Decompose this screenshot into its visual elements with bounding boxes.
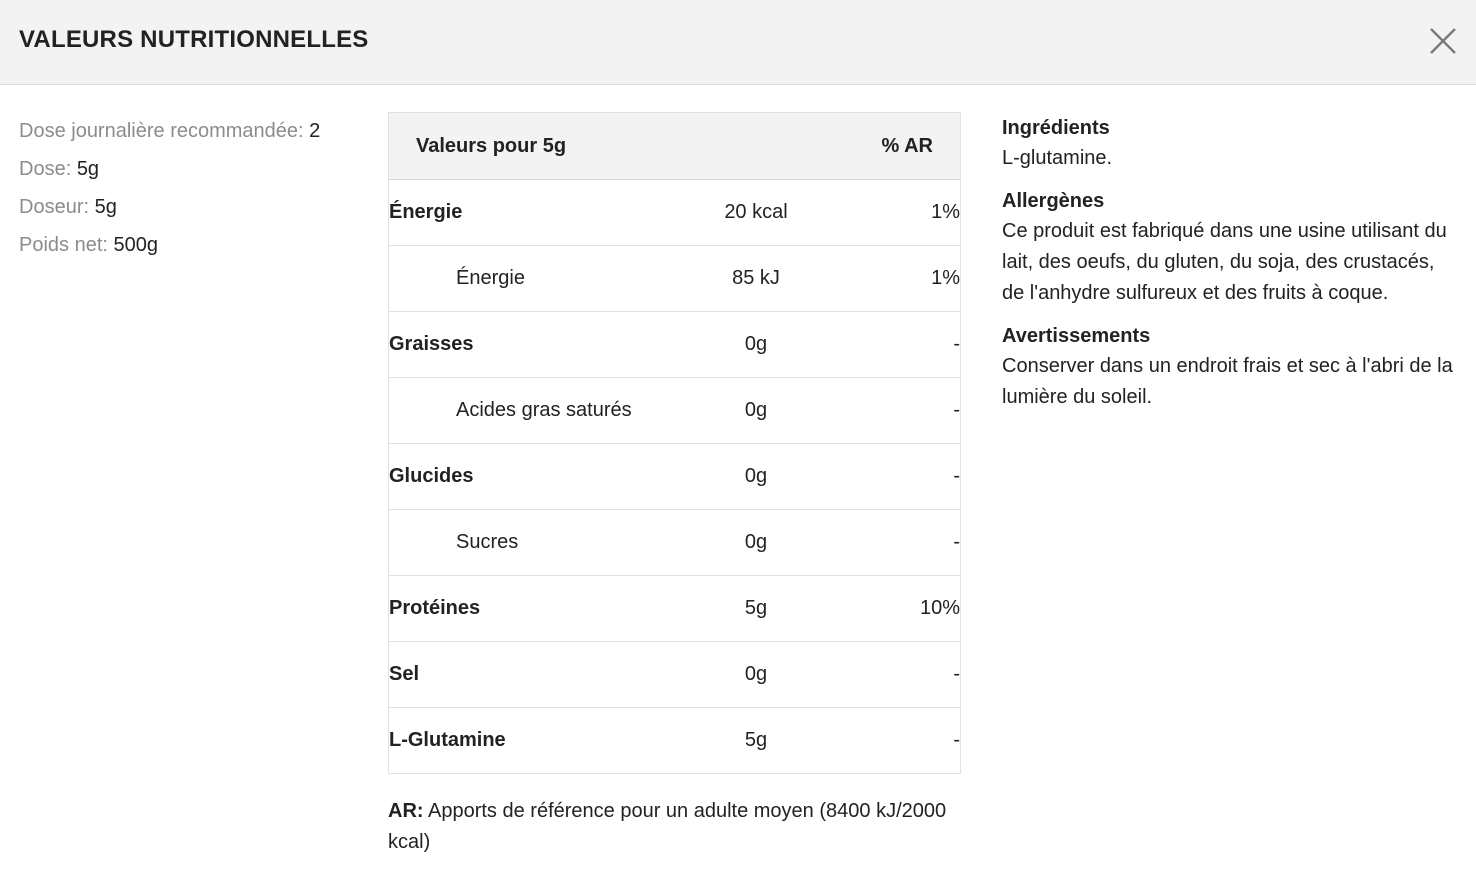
- footnote-text: Apports de référence pour un adulte moyen (8400 kJ/2000 kcal): [388, 800, 947, 853]
- nutrient-ar: -: [953, 531, 960, 553]
- product-meta: [19, 112, 359, 264]
- ingredients-text: L-glutamine.: [1002, 147, 1113, 169]
- nutrient-name: Sel: [389, 663, 420, 685]
- table-row: [389, 708, 961, 774]
- close-button[interactable]: [1420, 18, 1466, 64]
- table-header-label: Valeurs pour 5g: [416, 134, 567, 157]
- nutrient-ar: -: [953, 465, 960, 487]
- meta-label: Dose journalière recommandée:: [19, 120, 304, 142]
- meta-label: Dose:: [19, 158, 72, 180]
- close-icon: [1420, 18, 1466, 64]
- nutrient-ar: 1%: [931, 201, 960, 223]
- footnote-label: AR:: [388, 800, 424, 822]
- nutrient-name: Énergie: [389, 201, 463, 223]
- nutrient-ar: -: [953, 399, 960, 421]
- modal-title: VALEURS NUTRITIONNELLES: [19, 26, 369, 53]
- meta-value: 2: [309, 120, 321, 142]
- nutrient-value: 0g: [744, 531, 768, 553]
- meta-row-net-weight: [19, 226, 359, 264]
- table-row: [389, 576, 961, 642]
- ar-footnote: [388, 796, 948, 858]
- allergens-title: Allergènes: [1002, 190, 1105, 212]
- meta-label: Doseur:: [19, 196, 90, 218]
- meta-value: 5g: [94, 196, 117, 218]
- nutrient-name: Acides gras saturés: [456, 399, 632, 421]
- nutrition-table: [388, 112, 961, 774]
- nutrient-ar: 10%: [919, 597, 960, 619]
- meta-value: 5g: [76, 158, 100, 180]
- table-row: [389, 180, 961, 246]
- meta-row-scoop: [19, 188, 359, 226]
- table-row: [389, 378, 961, 444]
- allergens-section: [1002, 186, 1462, 309]
- ingredients-title: Ingrédients: [1002, 117, 1110, 139]
- nutrient-name: Graisses: [389, 333, 474, 355]
- nutrient-ar: -: [953, 663, 960, 685]
- meta-row-dose: [19, 150, 359, 188]
- table-row: [389, 246, 961, 312]
- nutrition-table-wrap: [388, 112, 961, 774]
- nutrient-ar: -: [953, 729, 960, 751]
- warnings-section: [1002, 321, 1462, 413]
- ingredients-section: [1002, 113, 1462, 174]
- meta-value: 500g: [113, 234, 159, 256]
- nutrient-ar: -: [953, 333, 960, 355]
- table-row: [389, 642, 961, 708]
- nutrient-value: 0g: [744, 663, 768, 685]
- warnings-title: Avertissements: [1002, 325, 1151, 347]
- nutrient-value: 85 kJ: [732, 267, 780, 289]
- meta-row-daily-dose: [19, 112, 359, 150]
- nutrient-name: Énergie: [456, 267, 525, 289]
- meta-label: Poids net:: [19, 234, 108, 256]
- nutrient-value: 5g: [744, 597, 768, 619]
- nutrient-ar: 1%: [931, 267, 960, 289]
- nutrient-value: 0g: [744, 399, 768, 421]
- nutrient-value: 0g: [744, 465, 768, 487]
- table-row: [389, 510, 961, 576]
- table-row: [389, 444, 961, 510]
- nutrient-value: 0g: [744, 333, 768, 355]
- nutrient-name: Protéines: [389, 597, 481, 619]
- nutrient-name: L-Glutamine: [389, 729, 506, 751]
- table-header-ar: % AR: [881, 134, 933, 157]
- warnings-text: Conserver dans un endroit frais et sec à l'abri de la lumière du soleil.: [1002, 355, 1453, 408]
- allergens-text: Ce produit est fabriqué dans une usine utilisant du lait, des oeufs, du gluten, du soja, des crustacés, de l'anhydre sulfureux et des fruits à coque.: [1002, 220, 1447, 304]
- nutrient-value: 5g: [744, 729, 768, 751]
- table-header-row: [389, 113, 961, 180]
- nutrient-name: Sucres: [456, 531, 519, 553]
- nutrient-name: Glucides: [389, 465, 474, 487]
- modal-header: [0, 0, 1476, 85]
- nutrient-value: 20 kcal: [724, 201, 788, 223]
- table-row: [389, 312, 961, 378]
- product-details: [1002, 113, 1462, 425]
